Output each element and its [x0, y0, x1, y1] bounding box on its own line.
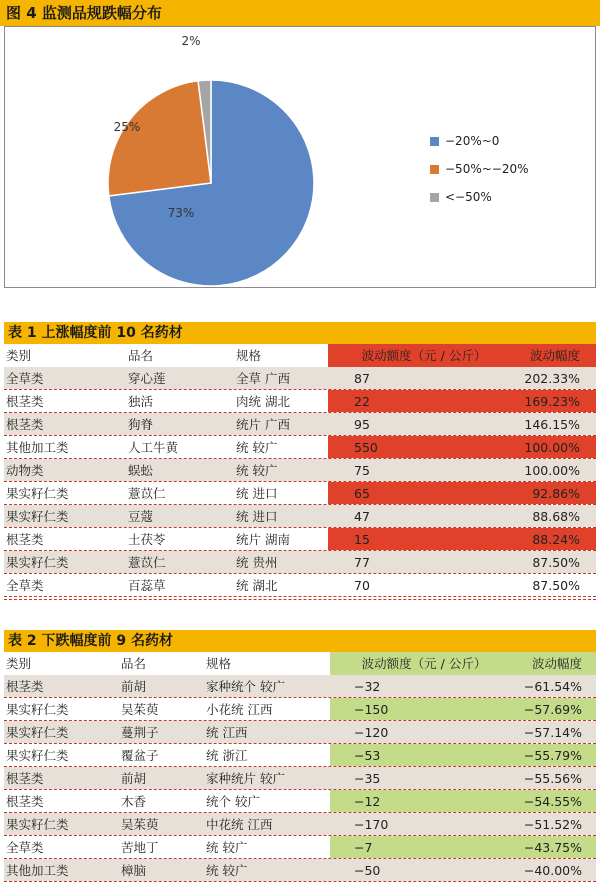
cell-amount: −50 [330, 859, 494, 881]
table-row [4, 790, 596, 813]
cell-percent: −55.79% [494, 744, 596, 766]
cell-spec: 统 浙江 [206, 748, 248, 763]
legend-label: <−50% [445, 190, 492, 204]
header-category: 类别 [6, 656, 32, 671]
cell-percent: −54.55% [494, 790, 596, 812]
cell-percent: −55.56% [494, 767, 596, 789]
table-row [4, 744, 596, 767]
cell-amount: −150 [330, 698, 494, 720]
legend-item [430, 155, 529, 183]
table-title: 表 1 上涨幅度前 10 名药材 [4, 322, 596, 344]
cell-spec: 统 较广 [206, 859, 330, 881]
cell-percent: −40.00% [494, 859, 596, 881]
cell-spec: 统 较广 [236, 440, 278, 455]
cell-percent: −43.75% [494, 836, 596, 858]
cell-name: 吴茱萸 [121, 813, 206, 835]
table-row [4, 367, 596, 390]
table-row [4, 551, 596, 574]
cell-category: 果实籽仁类 [6, 486, 69, 501]
cell-category: 果实籽仁类 [4, 551, 128, 573]
cell-category: 根茎类 [6, 794, 44, 809]
cell-spec: 统片 湖南 [236, 532, 290, 547]
cell-percent: 100.00% [494, 459, 596, 481]
cell-percent: −57.14% [494, 721, 596, 743]
cell-spec: 统 进口 [236, 505, 328, 527]
header-amount: 波动额度（元 / 公斤） [328, 344, 494, 367]
table-header [4, 652, 596, 675]
legend-label: −50%~−20% [445, 162, 529, 176]
header-amount: 波动额度（元 / 公斤） [330, 652, 494, 675]
cell-spec: 家种统片 较广 [206, 767, 330, 789]
cell-name: 苦地丁 [121, 840, 159, 855]
cell-amount: 22 [328, 390, 494, 412]
section-divider [4, 599, 596, 600]
cell-percent: 88.68% [494, 505, 596, 527]
cell-name: 蜈蚣 [128, 459, 236, 481]
cell-category: 果实籽仁类 [4, 505, 128, 527]
header-spec: 规格 [206, 656, 232, 671]
cell-name: 覆盆子 [121, 748, 159, 763]
cell-percent: −61.54% [494, 675, 596, 697]
cell-spec: 小花统 江西 [206, 702, 273, 717]
cell-name: 吴茱萸 [121, 702, 159, 717]
cell-category: 全草类 [6, 840, 44, 855]
cell-name: 土茯苓 [128, 532, 166, 547]
header-category: 类别 [6, 348, 32, 363]
cell-amount: −32 [330, 675, 494, 697]
legend-swatch [430, 193, 439, 202]
cell-name: 百蕊草 [128, 578, 166, 593]
header-percent: 波动幅度 [494, 652, 596, 675]
cell-category: 果实籽仁类 [6, 748, 69, 763]
cell-amount: 87 [328, 367, 494, 389]
cell-amount: −7 [330, 836, 494, 858]
header-percent: 波动幅度 [494, 344, 596, 367]
cell-spec: 中花统 江西 [206, 813, 330, 835]
cell-percent: −51.52% [494, 813, 596, 835]
cell-name: 狗脊 [128, 413, 236, 435]
cell-percent: 87.50% [532, 578, 580, 593]
cell-percent: 92.86% [494, 482, 596, 504]
cell-category: 其他加工类 [6, 440, 69, 455]
cell-spec: 家种统个 较广 [206, 675, 330, 697]
cell-category: 根茎类 [4, 675, 121, 697]
cell-amount: −53 [330, 744, 494, 766]
cell-spec: 统 湖北 [236, 578, 278, 593]
cell-category: 动物类 [4, 459, 128, 481]
cell-amount: 70 [354, 578, 370, 593]
cell-spec: 全草 广西 [236, 367, 328, 389]
cell-category: 果实籽仁类 [4, 813, 121, 835]
legend-swatch [430, 165, 439, 174]
table-row [4, 574, 596, 597]
cell-spec: 统 较广 [206, 840, 248, 855]
cell-category: 全草类 [6, 578, 44, 593]
cell-amount: 65 [328, 482, 494, 504]
cell-category: 果实籽仁类 [6, 702, 69, 717]
table-row [4, 459, 596, 482]
cell-name: 豆蔻 [128, 505, 236, 527]
cell-spec: 肉统 湖北 [236, 394, 290, 409]
cell-name: 人工牛黄 [128, 440, 179, 455]
cell-name: 穿心莲 [128, 367, 236, 389]
pie-value-label: 2% [181, 34, 201, 48]
cell-name: 前胡 [121, 675, 206, 697]
table-row [4, 528, 596, 551]
cell-amount: −12 [330, 790, 494, 812]
cell-name: 薏苡仁 [128, 486, 166, 501]
cell-percent: 146.15% [494, 413, 596, 435]
cell-percent: 202.33% [494, 367, 596, 389]
legend-item [430, 127, 529, 155]
table-row [4, 813, 596, 836]
pie-chart-panel [4, 26, 596, 288]
cell-name: 独活 [128, 394, 154, 409]
cell-spec: 统 较广 [236, 459, 328, 481]
cell-percent: 88.24% [494, 528, 596, 550]
table-row [4, 482, 596, 505]
cell-spec: 统 贵州 [236, 551, 328, 573]
legend-swatch [430, 137, 439, 146]
cell-amount: 77 [328, 551, 494, 573]
cell-amount: 95 [328, 413, 494, 435]
cell-category: 根茎类 [6, 532, 44, 547]
cell-percent: −57.69% [494, 698, 596, 720]
cell-category: 根茎类 [4, 767, 121, 789]
cell-name: 前胡 [121, 767, 206, 789]
table-row [4, 436, 596, 459]
cell-percent: 169.23% [494, 390, 596, 412]
cell-name: 木香 [121, 794, 147, 809]
cell-category: 根茎类 [4, 413, 128, 435]
table-falling [4, 630, 596, 882]
cell-spec: 统个 较广 [206, 794, 260, 809]
cell-amount: 15 [328, 528, 494, 550]
cell-percent: 87.50% [494, 551, 596, 573]
cell-amount: 550 [328, 436, 494, 458]
table-row [4, 721, 596, 744]
table-row [4, 767, 596, 790]
cell-category: 根茎类 [6, 394, 44, 409]
cell-category: 果实籽仁类 [4, 721, 121, 743]
header-name: 品名 [128, 348, 154, 363]
cell-spec: 统片 广西 [236, 413, 328, 435]
table-row [4, 390, 596, 413]
table-row [4, 505, 596, 528]
table-row [4, 836, 596, 859]
cell-amount: 75 [328, 459, 494, 481]
cell-name: 蔓荆子 [121, 721, 206, 743]
cell-category: 全草类 [4, 367, 128, 389]
figure-title: 图 4 监测品规跌幅分布 [0, 0, 600, 26]
table-row [4, 413, 596, 436]
cell-amount: 47 [328, 505, 494, 527]
pie-value-label: 73% [167, 206, 195, 220]
cell-spec: 统 江西 [206, 721, 330, 743]
cell-amount: −120 [330, 721, 494, 743]
header-spec: 规格 [236, 348, 262, 363]
table-row [4, 698, 596, 721]
table-row [4, 675, 596, 698]
table-row [4, 859, 596, 882]
table-title: 表 2 下跌幅度前 9 名药材 [4, 630, 596, 652]
legend-item [430, 183, 529, 211]
table-rising [4, 322, 596, 597]
table-header [4, 344, 596, 367]
header-name: 品名 [121, 656, 147, 671]
cell-spec: 统 进口 [236, 486, 278, 501]
cell-amount: −35 [330, 767, 494, 789]
legend-label: −20%~0 [445, 134, 500, 148]
cell-category: 其他加工类 [4, 859, 121, 881]
cell-name: 樟脑 [121, 859, 206, 881]
chart-legend [430, 127, 529, 211]
pie-value-label: 25% [113, 120, 141, 134]
cell-amount: −170 [330, 813, 494, 835]
pie-slice [108, 81, 211, 196]
cell-percent: 100.00% [494, 436, 596, 458]
cell-name: 薏苡仁 [128, 551, 236, 573]
